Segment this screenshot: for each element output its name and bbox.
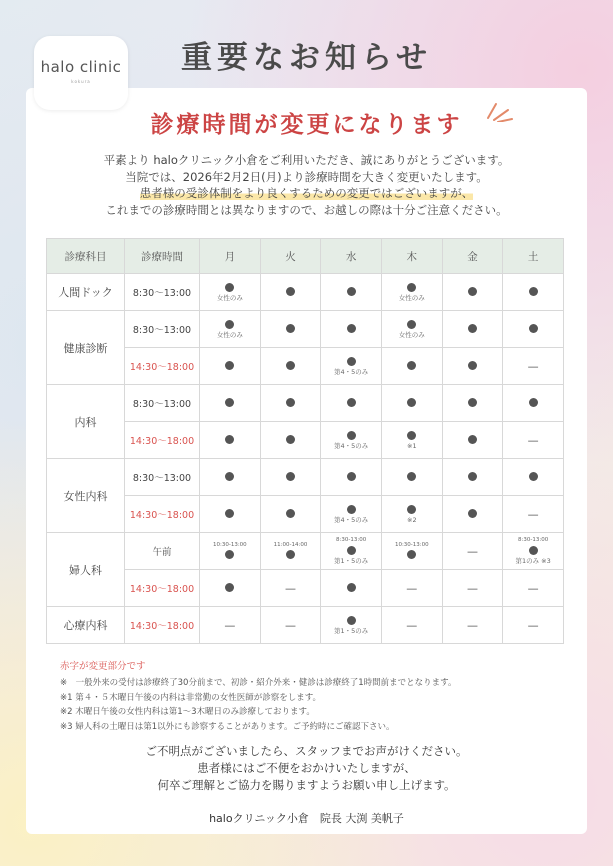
dept-cell: 健康診断 [47,311,125,385]
dept-cell: 内科 [47,385,125,459]
available-dot-icon [407,283,416,292]
table-row [47,570,564,607]
schedule-cell [381,533,442,570]
available-dot-icon [225,550,234,559]
available-dot-icon [407,505,416,514]
schedule-cell [200,570,261,607]
schedule-cell [503,348,564,385]
schedule-cell [381,459,442,496]
schedule-cell [200,533,261,570]
header-cell: 火 [260,239,321,274]
available-dot-icon [347,324,356,333]
schedule-cell [260,385,321,422]
available-dot-icon [468,287,477,296]
page-title: 重要なお知らせ [180,40,433,76]
schedule-cell [503,570,564,607]
schedule-cell [200,496,261,533]
cell-note: 第4・5のみ [334,516,369,524]
available-dot-icon [225,472,234,481]
cell-note: 第1のみ ※3 [515,557,551,565]
header-cell: 月 [200,239,261,274]
schedule-cell [381,422,442,459]
available-dot-icon [225,509,234,518]
schedule-table [46,238,564,644]
header-cell: 診療科目 [47,239,125,274]
table-row [47,496,564,533]
headline: 診療時間が変更になります [150,112,463,138]
schedule-cell [503,274,564,311]
schedule-cell [260,422,321,459]
schedule-cell [260,533,321,570]
schedule-cell [321,607,382,644]
table-row [47,422,564,459]
cell-time-note: 10:30-13:00 [212,541,247,548]
dept-cell: 婦人科 [47,533,125,607]
logo-name: halo clinic [40,58,122,76]
available-dot-icon [468,435,477,444]
schedule-cell [260,274,321,311]
table-header-row [47,239,564,274]
closed-dash-icon: — [527,507,539,521]
cell-note: 女性のみ [398,294,425,302]
schedule-cell [200,422,261,459]
intro-line-3: 患者様の受診体制をより良くするための変更ではございますが、 [139,186,474,200]
schedule-cell [442,459,503,496]
header-cell: 金 [442,239,503,274]
available-dot-icon [225,398,234,407]
schedule-cell [381,274,442,311]
schedule-cell [503,385,564,422]
cell-note: ※2 [407,516,417,524]
schedule-cell [503,311,564,348]
available-dot-icon [407,431,416,440]
schedule-cell [321,459,382,496]
intro-line-4: これまでの診療時間とは異なりますので、お越しの際は十分ご注意ください。 [105,202,508,217]
cell-time-note: 8:30-13:00 [518,537,549,543]
available-dot-icon [468,398,477,407]
closing-line-1: ご不明点がございましたら、スタッフまでお声がけください。 [145,744,468,758]
schedule-cell [442,422,503,459]
time-cell: 14:30〜18:00 [125,422,200,459]
available-dot-icon [286,509,295,518]
available-dot-icon [407,361,416,370]
schedule-cell [321,570,382,607]
schedule-cell [442,311,503,348]
header-cell: 土 [503,239,564,274]
dept-cell: 女性内科 [47,459,125,533]
schedule-cell [321,311,382,348]
time-cell: 8:30〜13:00 [125,311,200,348]
schedule-cell [260,311,321,348]
cell-note: 女性のみ [216,294,243,302]
table-row [47,533,564,570]
available-dot-icon [407,472,416,481]
schedule-cell [503,422,564,459]
notice-card [26,88,587,834]
cell-note: 女性のみ [398,331,425,339]
intro-text [26,152,587,218]
schedule-cell [503,607,564,644]
schedule-cell [260,570,321,607]
schedule-cell [381,311,442,348]
schedule-cell [381,385,442,422]
schedule-cell [442,348,503,385]
schedule-cell [381,570,442,607]
clinic-logo [34,36,128,110]
dept-cell: 人間ドック [47,274,125,311]
header-cell: 診療時間 [125,239,200,274]
available-dot-icon [529,472,538,481]
cell-time-note: 10:30-13:00 [394,541,429,548]
schedule-cell [503,496,564,533]
available-dot-icon [347,431,356,440]
sparkle-rays-icon [484,96,514,122]
schedule-cell [260,496,321,533]
closed-dash-icon: — [406,618,418,632]
available-dot-icon [286,435,295,444]
time-cell: 午前 [125,533,200,570]
table-row [47,311,564,348]
available-dot-icon [225,283,234,292]
available-dot-icon [286,324,295,333]
schedule-cell [381,496,442,533]
schedule-cell [381,348,442,385]
schedule-cell [442,385,503,422]
schedule-cell [442,570,503,607]
table-row [47,274,564,311]
closed-dash-icon: — [224,618,236,632]
schedule-cell [260,607,321,644]
closed-dash-icon: — [466,618,478,632]
available-dot-icon [286,550,295,559]
footnote: ※ 一般外来の受付は診療終了30分前まで、初診・紹介外来・健診は診療終了1時間前までとなります。 [60,678,457,688]
available-dot-icon [347,616,356,625]
available-dot-icon [529,398,538,407]
available-dot-icon [529,546,538,555]
cell-note: ※1 [407,442,417,450]
available-dot-icon [347,505,356,514]
available-dot-icon [468,472,477,481]
schedule-cell [321,496,382,533]
schedule-cell [503,459,564,496]
available-dot-icon [286,472,295,481]
available-dot-icon [225,435,234,444]
schedule-cell [200,607,261,644]
intro-line-2: 当院では、2026年2月2日(月)より診療時間を大きく変更いたします。 [125,169,488,184]
schedule-cell [200,274,261,311]
available-dot-icon [347,583,356,592]
cell-note: 第1・5のみ [334,557,369,565]
schedule-cell [321,533,382,570]
available-dot-icon [529,324,538,333]
table-row [47,348,564,385]
available-dot-icon [225,583,234,592]
available-dot-icon [407,398,416,407]
time-cell: 14:30〜18:00 [125,570,200,607]
signature: haloクリニック小倉 院長 大渕 美帆子 [209,812,404,825]
available-dot-icon [225,361,234,370]
footnote: ※1 第４・５木曜日午後の内科は非常勤の女性医師が診察をします。 [60,692,322,703]
schedule-cell [321,385,382,422]
closed-dash-icon: — [466,581,478,595]
available-dot-icon [468,509,477,518]
schedule-cell [200,348,261,385]
available-dot-icon [529,287,538,296]
available-dot-icon [347,472,356,481]
closing-line-2: 患者様にはご不便をおかけいたしますが、 [197,761,416,775]
closed-dash-icon: — [527,618,539,632]
time-cell: 8:30〜13:00 [125,385,200,422]
available-dot-icon [407,320,416,329]
footnote: ※3 婦人科の土曜日は第1以外にも診察することがあります。ご予約時にご確認下さい。 [60,721,395,732]
closed-dash-icon: — [527,581,539,595]
closing-message [26,743,587,794]
table-row [47,459,564,496]
available-dot-icon [347,287,356,296]
cell-note: 第4・5のみ [334,368,369,376]
available-dot-icon [286,398,295,407]
table-row [47,607,564,644]
cell-time-note: 11:00-14:00 [273,541,308,548]
schedule-cell [381,607,442,644]
cell-time-note: 8:30-13:00 [336,537,367,543]
header-cell: 木 [381,239,442,274]
footnote: ※2 木曜日午後の女性内科は第1〜3木曜日のみ診療しております。 [60,707,315,717]
schedule-cell [442,533,503,570]
schedule-cell [442,496,503,533]
schedule-cell [503,533,564,570]
schedule-cell [321,422,382,459]
available-dot-icon [468,361,477,370]
available-dot-icon [347,357,356,366]
cell-note: 女性のみ [216,331,243,339]
schedule-cell [260,348,321,385]
logo-sub: kokura [71,79,91,84]
closed-dash-icon: — [406,581,418,595]
available-dot-icon [286,287,295,296]
intro-line-1: 平素より haloクリニック小倉をご利用いただき、誠にありがとうございます。 [103,153,510,167]
legend-red-text: 赤字が変更部分です [60,661,146,672]
available-dot-icon [286,361,295,370]
available-dot-icon [407,550,416,559]
schedule-cell [200,459,261,496]
time-cell: 14:30〜18:00 [125,607,200,644]
schedule-cell [260,459,321,496]
closed-dash-icon: — [466,544,478,558]
dept-cell: 心療内科 [47,607,125,644]
footnotes [60,676,580,734]
available-dot-icon [347,546,356,555]
cell-note: 第4・5のみ [334,442,369,450]
closing-line-3: 何卒ご理解とご協力を賜りますようお願い申し上げます。 [157,778,456,792]
cell-note: 第1・5のみ [334,627,369,635]
time-cell: 8:30〜13:00 [125,459,200,496]
schedule-cell [442,274,503,311]
time-cell: 14:30〜18:00 [125,496,200,533]
available-dot-icon [225,320,234,329]
time-cell: 14:30〜18:00 [125,348,200,385]
schedule-cell [442,607,503,644]
time-cell: 8:30〜13:00 [125,274,200,311]
header-cell: 水 [321,239,382,274]
closed-dash-icon: — [284,581,296,595]
schedule-cell [321,348,382,385]
available-dot-icon [347,398,356,407]
schedule-cell [321,274,382,311]
closed-dash-icon: — [284,618,296,632]
closed-dash-icon: — [527,433,539,447]
closed-dash-icon: — [527,359,539,373]
schedule-cell [200,311,261,348]
schedule-cell [200,385,261,422]
table-row [47,385,564,422]
available-dot-icon [468,324,477,333]
